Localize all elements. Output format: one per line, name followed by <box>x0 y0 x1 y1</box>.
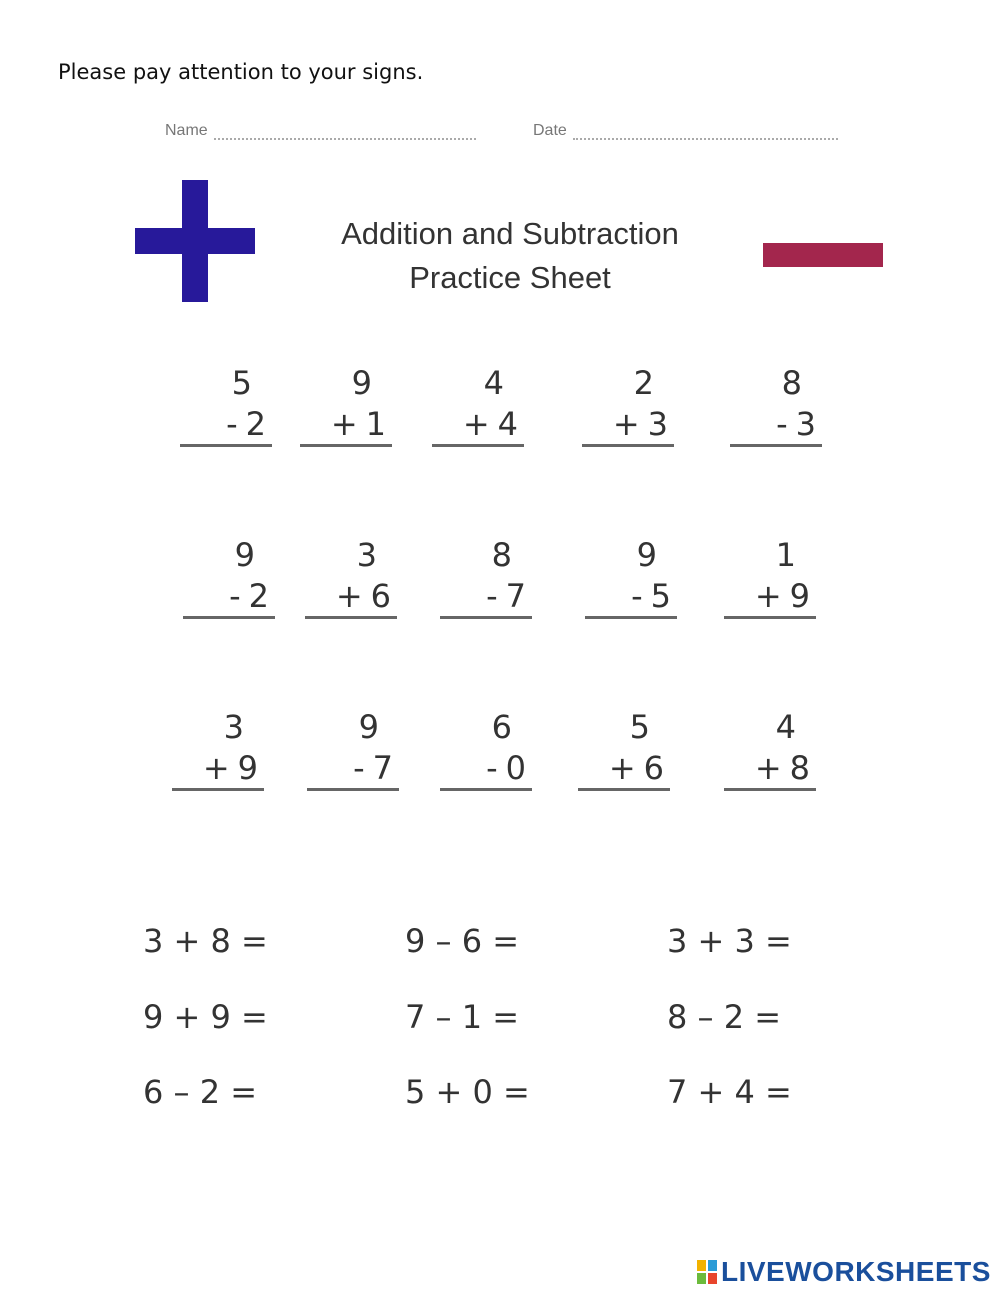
horizontal-equation: 9 – 6 = <box>405 922 520 960</box>
problem-top: 3 <box>223 708 244 746</box>
vertical-problem <box>432 362 524 447</box>
problem-top: 1 <box>775 536 796 574</box>
problem-bottom-number: 2 <box>245 405 266 443</box>
problem-top: 5 <box>231 364 252 402</box>
problem-top: 4 <box>483 364 504 402</box>
problem-bottom <box>730 404 822 447</box>
name-line <box>214 124 476 140</box>
vertical-problem <box>730 362 822 447</box>
name-label: Name <box>165 122 208 139</box>
problem-operator: - <box>229 577 241 615</box>
plus-sign-icon <box>135 180 255 302</box>
problem-operator: + <box>754 577 782 615</box>
problem-bottom-number: 8 <box>789 749 810 787</box>
problem-bottom-number: 0 <box>505 749 526 787</box>
problem-top: 3 <box>356 536 377 574</box>
problem-operator: + <box>330 405 358 443</box>
vertical-problem <box>724 706 816 791</box>
problem-bottom-number: 7 <box>505 577 526 615</box>
vertical-problem <box>172 706 264 791</box>
horizontal-equation: 5 + 0 = <box>405 1073 530 1111</box>
problem-bottom <box>305 576 397 619</box>
vertical-problem <box>578 706 670 791</box>
vertical-problem <box>440 534 532 619</box>
title-line-2: Practice Sheet <box>409 260 611 295</box>
problem-bottom <box>172 748 264 791</box>
problem-bottom-number: 1 <box>365 405 386 443</box>
problem-operator: + <box>612 405 640 443</box>
horizontal-equation: 6 – 2 = <box>143 1073 258 1111</box>
vertical-problem <box>585 534 677 619</box>
vertical-problem <box>307 706 399 791</box>
problem-bottom-number: 3 <box>795 405 816 443</box>
problem-top: 2 <box>633 364 654 402</box>
problem-operator: + <box>608 749 636 787</box>
problem-bottom-number: 6 <box>643 749 664 787</box>
problem-bottom-number: 4 <box>497 405 518 443</box>
horizontal-equation: 7 + 4 = <box>667 1073 792 1111</box>
name-field <box>165 122 476 140</box>
problem-bottom <box>724 748 816 791</box>
horizontal-equation: 3 + 3 = <box>667 922 792 960</box>
problem-bottom <box>724 576 816 619</box>
date-label: Date <box>533 122 567 139</box>
problem-top: 8 <box>491 536 512 574</box>
problem-bottom <box>582 404 674 447</box>
problem-bottom <box>432 404 524 447</box>
vertical-problem <box>305 534 397 619</box>
problem-top: 4 <box>775 708 796 746</box>
problem-operator: - <box>486 577 498 615</box>
vertical-problem <box>440 706 532 791</box>
problem-bottom <box>183 576 275 619</box>
problem-top: 5 <box>629 708 650 746</box>
problem-bottom-number: 3 <box>647 405 668 443</box>
horizontal-equation: 7 – 1 = <box>405 998 520 1036</box>
problem-bottom <box>307 748 399 791</box>
problem-bottom <box>440 748 532 791</box>
problem-operator: + <box>335 577 363 615</box>
problem-operator: + <box>462 405 490 443</box>
problem-bottom-number: 9 <box>789 577 810 615</box>
vertical-problem <box>180 362 272 447</box>
problem-operator: - <box>776 405 788 443</box>
problem-bottom-number: 5 <box>650 577 671 615</box>
problem-operator: - <box>226 405 238 443</box>
problem-bottom-number: 6 <box>370 577 391 615</box>
problem-bottom <box>440 576 532 619</box>
problem-bottom <box>180 404 272 447</box>
problem-bottom <box>578 748 670 791</box>
problem-operator: + <box>202 749 230 787</box>
logo-text: LIVEWORKSHEETS <box>721 1256 991 1287</box>
vertical-problem <box>724 534 816 619</box>
vertical-problem <box>183 534 275 619</box>
problem-operator: - <box>631 577 643 615</box>
problem-top: 9 <box>636 536 657 574</box>
horizontal-equation: 3 + 8 = <box>143 922 268 960</box>
horizontal-equation: 9 + 9 = <box>143 998 268 1036</box>
vertical-problem <box>300 362 392 447</box>
problem-top: 9 <box>234 536 255 574</box>
date-field <box>533 122 838 140</box>
problem-operator: - <box>486 749 498 787</box>
problem-bottom <box>585 576 677 619</box>
minus-sign-icon <box>763 243 883 267</box>
problem-bottom-number: 2 <box>248 577 269 615</box>
problem-top: 9 <box>351 364 372 402</box>
problem-operator: + <box>754 749 782 787</box>
problem-operator: - <box>353 749 365 787</box>
vertical-problem <box>582 362 674 447</box>
problem-top: 6 <box>491 708 512 746</box>
date-line <box>573 124 838 140</box>
liveworksheets-logo[interactable] <box>697 1256 991 1288</box>
instruction-text: Please pay attention to your signs. <box>58 60 424 84</box>
title-line-1: Addition and Subtraction <box>341 216 679 251</box>
problem-bottom-number: 7 <box>372 749 393 787</box>
problem-top: 8 <box>781 364 802 402</box>
problem-bottom <box>300 404 392 447</box>
worksheet-title <box>290 212 730 300</box>
problem-top: 9 <box>358 708 379 746</box>
problem-bottom-number: 9 <box>237 749 258 787</box>
liveworksheets-logo-icon <box>697 1260 717 1284</box>
horizontal-equation: 8 – 2 = <box>667 998 782 1036</box>
